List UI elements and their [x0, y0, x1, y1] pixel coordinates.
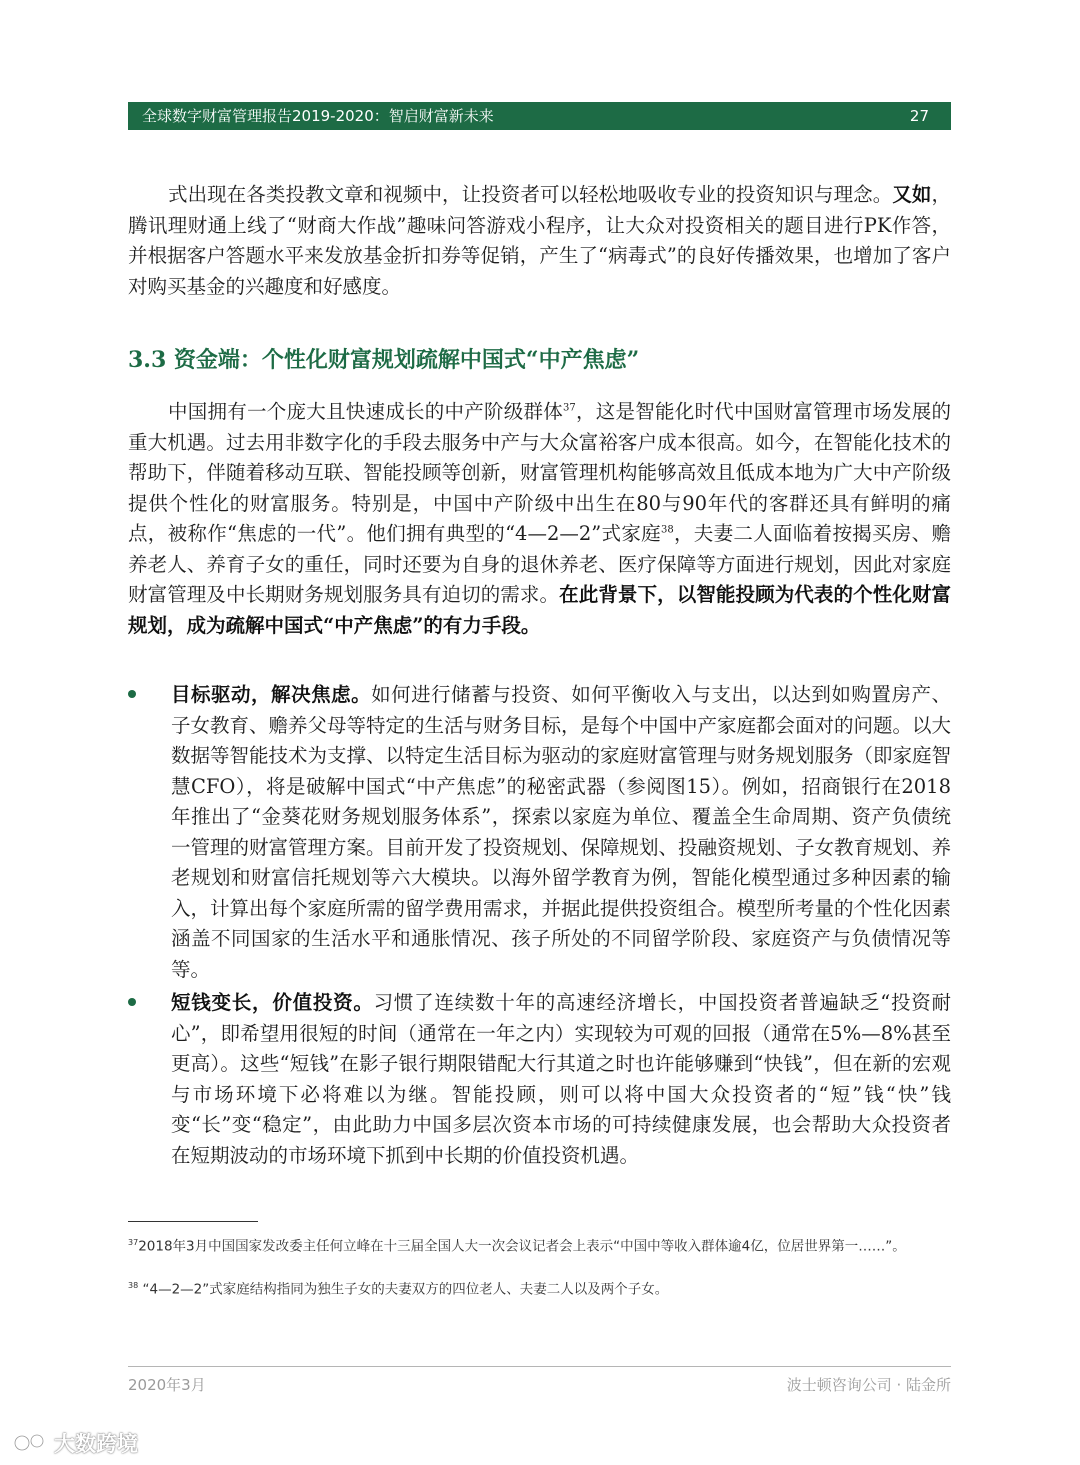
bullet-text: 如何进行储蓄与投资、如何平衡收入与支出，以达到如购置房产、子女教育、赡养父母等特定的生活与财务目标，是每个中国中产家庭都会面对的问题。以大数据等智能技术为支撑、以特定生活目标为驱动的家庭财富管理与财务规划服务（即家庭智慧CFO），将是破解中国式“中产焦虑”的秘密武器（参阅图15）。例如，招商银行在2018年推出了“金葵花财务规划服务体系”，探索以家庭为单位、覆盖全生命周期、资产负债统一管理的财富管理方案。目前开发了投资规划、保障规划、投融资规划、子女教育规划、养老规划和财富信托规划等六大模块。以海外留学教育为例，智能化模型通过多种因素的输入，计算出每个家庭所需的留学费用需求，并据此提供投资组合。模型所考量的个性化因素涵盖不同国家的生活水平和通胀情况、孩子所处的不同留学阶段、家庭资产与负债情况等等。	[171, 683, 952, 981]
footnote-text: “4—2—2”式家庭结构指同为独生子女的夫妻双方的四位老人、夫妻二人以及两个子女。	[142, 1281, 669, 1298]
report-title: 全球数字财富管理报告2019-2020：智启财富新未来	[142, 107, 494, 125]
bold-lead: 又如	[892, 183, 932, 206]
paragraph-text: 中国拥有一个庞大且快速成长的中产阶级群体	[168, 400, 563, 423]
section-heading: 3.3 资金端：个性化财富规划疏解中国式“中产焦虑”	[128, 347, 640, 373]
bold-conclusion: 在此背景下，以智能投顾为代表的个性化财富规划，成为疏解中国式“中产焦虑”的有力手段。	[128, 583, 951, 637]
paragraph-main	[128, 397, 951, 641]
header-bar	[128, 102, 951, 130]
footnote-divider	[128, 1221, 258, 1222]
bullet-lead: 目标驱动，解决焦虑。	[171, 683, 372, 706]
paragraph-intro	[128, 180, 951, 302]
paragraph-text: ，这是智能化时代中国财富管理市场发展的重大机遇。过去用非数字化的手段去服务中产与大众富裕客户成本很高。如今，在智能化技术的帮助下，伴随着移动互联、智能投顾等创新，财富管理机构能够高效且低成本地为广大中产阶级提供个性化的财富服务。特别是，中国中产阶级中出生在80与90年代的客群还具有鲜明的痛点，被称作“焦虑的一代”。他们拥有典型的“4—2—2”式家庭	[128, 400, 951, 545]
watermark-logo-icon	[12, 1430, 48, 1456]
watermark	[12, 1425, 138, 1461]
footer-divider	[128, 1366, 951, 1367]
footnote-ref[interactable]: 38	[660, 524, 674, 536]
footnote-text: 2018年3月中国国家发改委主任何立峰在十三届全国人大一次会议记者会上表示“中国中等收入群体逾4亿，位居世界第一……”。	[138, 1238, 906, 1255]
footnote	[128, 1276, 951, 1300]
footer-date: 2020年3月	[128, 1376, 206, 1394]
page-number: 27	[909, 107, 929, 125]
bullet-item	[128, 680, 951, 985]
footnote-ref[interactable]: 37	[563, 402, 576, 414]
footnote-number: 37	[128, 1238, 139, 1247]
footer-publisher: 波士顿咨询公司 · 陆金所	[786, 1376, 951, 1394]
bullet-dot-icon	[128, 690, 136, 698]
paragraph-text: 式出现在各类投教文章和视频中，让投资者可以轻松地吸收专业的投资知识与理念。	[168, 183, 893, 206]
paragraph-text: ，夫妻二人面临着按揭买房、赡养老人、养育子女的重任，同时还要为自身的退休养老、医疗保障等方面进行规划，因此对家庭财富管理及中长期财务规划服务具有迫切的需求。	[128, 522, 951, 606]
watermark-text: 大数跨境	[54, 1432, 138, 1456]
bullet-text: 习惯了连续数十年的高速经济增长，中国投资者普遍缺乏“投资耐心”，即希望用很短的时间（通常在一年之内）实现较为可观的回报（通常在5%—8%甚至更高）。这些“短钱”在影子银行期限错配大行其道之时也许能够赚到“快钱”，但在新的宏观与市场环境下必将难以为继。智能投顾，则可以将中国大众投资者的“短”钱“快”钱变“长”变“稳定”，由此助力中国多层次资本市场的可持续健康发展，也会帮助大众投资者在短期波动的市场环境下抓到中长期的价值投资机遇。	[171, 991, 951, 1167]
bullet-item	[128, 988, 951, 1171]
footnote	[128, 1233, 951, 1257]
paragraph-text: ，腾讯理财通上线了“财商大作战”趣味问答游戏小程序，让大众对投资相关的题目进行PK作答，并根据客户答题水平来发放基金折扣券等促销，产生了“病毒式”的良好传播效果，也增加了客户对购买基金的兴趣度和好感度。	[128, 183, 951, 298]
bullet-dot-icon	[128, 998, 136, 1006]
footnote-number: 38	[128, 1281, 139, 1290]
bullet-lead: 短钱变长，价值投资。	[171, 991, 374, 1014]
